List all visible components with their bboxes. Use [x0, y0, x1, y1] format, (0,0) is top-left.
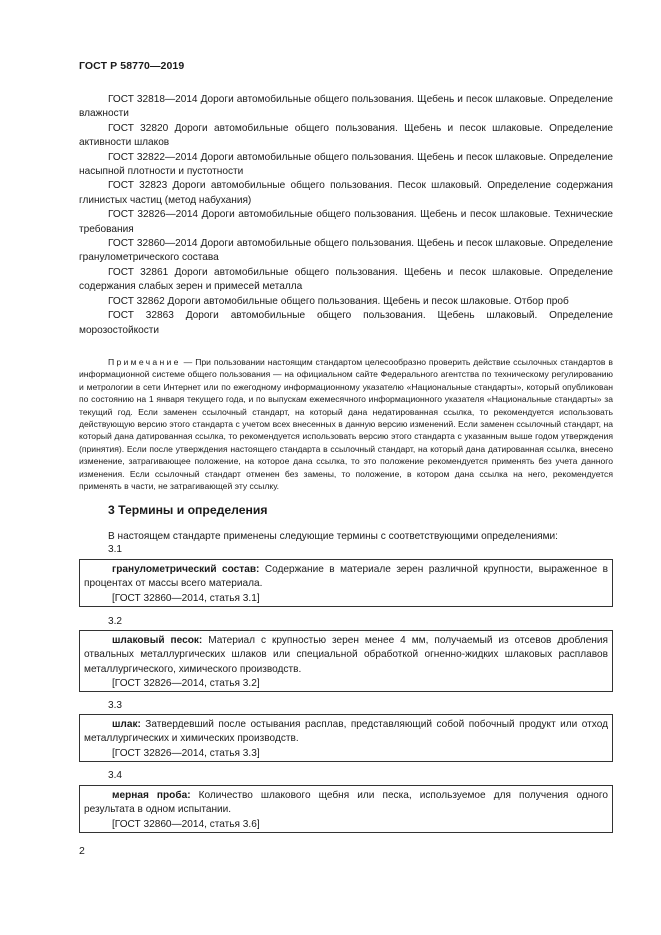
term-text: Затвердевший после остывания расплав, представляющий собой побочный продукт или отход металлургических и химических производств. [84, 719, 608, 745]
reference-item: ГОСТ 32823 Дороги автомобильные общего пользования. Песок шлаковый. Определение содержания глинистых частиц (метод набухания) [79, 180, 613, 206]
term-name: мерная проба: [112, 790, 191, 801]
term-number: 3.1 [108, 544, 123, 555]
references-note [79, 356, 613, 492]
term-source: [ГОСТ 32826—2014, статья 3.2] [112, 678, 260, 690]
term-definition [84, 789, 608, 818]
term-text: Содержание в материале зерен различной крупности, выраженное в процентах от массы всего материала. [84, 564, 608, 590]
term-number: 3.3 [108, 700, 123, 711]
term-name: шлак: [112, 719, 141, 730]
term-definition [84, 634, 608, 677]
reference-item: ГОСТ 32822—2014 Дороги автомобильные общего пользования. Щебень и песок шлаковые. Определение насыпной плотности и пустотности [79, 151, 613, 178]
page-number: 2 [79, 845, 85, 857]
term-name: шлаковый песок: [112, 635, 203, 646]
term-name: гранулометрический состав: [112, 564, 260, 575]
term-source: [ГОСТ 32860—2014, статья 3.1] [112, 592, 260, 604]
term-box [79, 630, 613, 692]
section-title: 3 Термины и определения [108, 503, 268, 517]
reference-item: ГОСТ 32862 Дороги автомобильные общего пользования. Щебень и песок шлаковые. Отбор проб [108, 295, 569, 307]
term-source: [ГОСТ 32860—2014, статья 3.6] [112, 818, 260, 830]
reference-item: ГОСТ 32818—2014 Дороги автомобильные общего пользования. Щебень и песок шлаковые. Определение влажности [79, 94, 613, 120]
reference-item: ГОСТ 32861 Дороги автомобильные общего пользования. Щебень и песок шлаковые. Определение содержания слабых зерен и примесей металла [79, 266, 613, 293]
term-number: 3.4 [108, 770, 123, 781]
term-source: [ГОСТ 32826—2014, статья 3.3] [112, 747, 260, 759]
term-box [79, 714, 613, 762]
term-definition [84, 718, 608, 747]
term-definition [84, 563, 608, 592]
normative-references-list [79, 93, 613, 338]
term-number: 3.2 [108, 616, 123, 627]
term-text: Материал с крупностью зерен менее 4 мм, получаемый из отсевов дробления отвальных металлургических шлаков или специальной обработкой огненно-жидких шлаковых расплавов металлургического, химического производств. [84, 635, 608, 675]
term-text: Количество шлакового щебня или песка, используемое для получения одного результата в одном испытании. [84, 790, 608, 816]
note-label: Примечание [108, 357, 181, 367]
term-box [79, 559, 613, 607]
document-header: ГОСТ Р 58770—2019 [79, 60, 185, 72]
note-text: — При пользовании настоящим стандартом целесообразно проверить действие ссылочных стандартов в информационной системе общего пользования — на официальном сайте Федерального агентства по техническому регулированию и метрологии в сети Интернет или по ежегодному информационному указателю «Национальные стандарты», который опубликован по состоянию на 1 января текущего года, и по выпускам ежемесячного информационного указателя «Национальные стандарты» за текущий год. Если заменен ссылочный стандарт, на который дана недатированная ссылка, то рекомендуется использовать действующую версию этого стандарта с учетом всех внесенных в данную версию изменений. Если заменен ссылочный стандарт, на который дана датированная ссылка, то рекомендуется использовать версию этого стандарта с указанным выше годом утверждения (принятия). Если после утверждения настоящего стандарта в ссылочный стандарт, на который дана датированная ссылка, внесено изменение, затрагивающее положение, на которое дана ссылка, то это положение рекомендуется применять без учета данного изменения. Если ссылочный стандарт отменен без замены, то положение, в котором дана ссылка на него, рекомендуется применять в части, не затрагивающей эту ссылку. [79, 357, 613, 492]
reference-item: ГОСТ 32826—2014 Дороги автомобильные общего пользования. Щебень и песок шлаковые. Технические требования [79, 209, 613, 235]
reference-item: ГОСТ 32820 Дороги автомобильные общего пользования. Щебень и песок шлаковые. Определение активности шлаков [79, 122, 613, 149]
terms-intro: В настоящем стандарте применены следующие термины с соответствующими определениями: [108, 531, 558, 542]
reference-item: ГОСТ 32863 Дороги автомобильные общего пользования. Щебень шлаковый. Определение морозостойкости [79, 310, 613, 336]
term-box [79, 785, 613, 833]
reference-item: ГОСТ 32860—2014 Дороги автомобильные общего пользования. Щебень и песок шлаковые. Определение гранулометрического состава [79, 238, 613, 264]
